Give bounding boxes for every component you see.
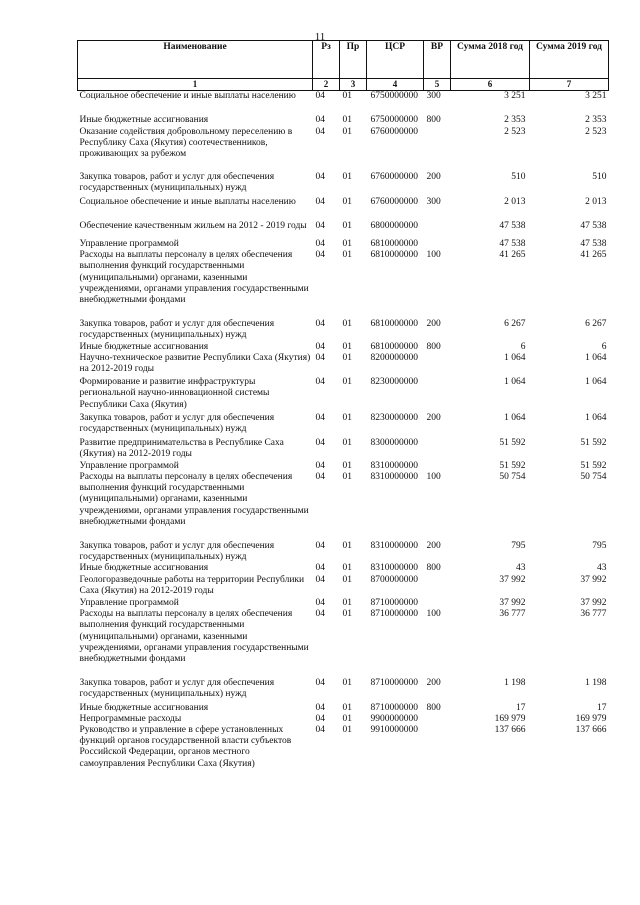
- row-pr: 01: [342, 574, 352, 585]
- row-csr: 8710000000: [370, 609, 418, 620]
- row-vr: [424, 353, 451, 375]
- row-sum-2018: 47 538: [499, 220, 526, 231]
- row-sum-2018: 137 666: [494, 724, 526, 735]
- row-name: Иные бюджетные ассигнования: [79, 563, 209, 574]
- table-row: [78, 435, 609, 460]
- table-row: [78, 375, 609, 411]
- row-vr: 200: [426, 412, 441, 423]
- row-pr: 01: [342, 460, 352, 471]
- row-sum-2018: 1 064: [504, 352, 526, 363]
- table-row: [78, 563, 609, 574]
- row-pr: 01: [342, 377, 352, 388]
- row-rz: 04: [315, 574, 325, 585]
- row-sum-2019: 50 754: [580, 471, 607, 482]
- row-rz: 04: [315, 250, 325, 261]
- row-pr: 01: [342, 597, 352, 608]
- row-sum-2018: 1 198: [504, 678, 526, 689]
- table-row: [78, 609, 609, 665]
- row-sum-2019: 37 992: [580, 597, 607, 608]
- row-csr: 6810000000: [370, 250, 418, 261]
- column-number: 7: [530, 79, 609, 91]
- table-row: [78, 127, 609, 161]
- row-csr: 8230000000: [370, 377, 418, 388]
- row-pr: 01: [342, 438, 352, 449]
- row-name: Непрограммные расходы: [79, 713, 182, 724]
- table-row: [78, 160, 609, 194]
- row-sum-2019: 1 198: [585, 678, 607, 689]
- row-sum-2019: 1 064: [585, 412, 607, 423]
- row-name: Научно-техническое развитие Республики Саха (Якутия) на 2012-2019 годы: [79, 352, 311, 375]
- row-sum-2018: 2 523: [504, 126, 526, 137]
- row-name: Руководство и управление в сфере установленных функций органов государственной власти субъектов Российской Федерации, органов местного самоуправления Республики Саха (Якутия): [79, 724, 292, 769]
- budget-table: [77, 40, 609, 770]
- row-rz: 04: [315, 196, 325, 207]
- row-name: Расходы на выплаты персоналу в целях обеспечения выполнения функций государственными (муниципальными) органами, казенными учреждениями, органами управления государственными внебюджетными фондами: [79, 609, 309, 664]
- page-number: 11: [314, 31, 326, 43]
- row-pr: 01: [342, 540, 352, 551]
- row-sum-2018: 1 064: [504, 412, 526, 423]
- row-rz: 04: [315, 172, 325, 183]
- row-vr: 800: [426, 341, 441, 352]
- row-sum-2018: 51 592: [499, 460, 526, 471]
- row-csr: 8230000000: [370, 412, 418, 423]
- row-vr: [424, 232, 451, 250]
- row-sum-2019: 47 538: [580, 239, 607, 250]
- table-row: [78, 353, 609, 375]
- row-name: Управление программой: [79, 239, 179, 250]
- row-sum-2019: 51 592: [580, 460, 607, 471]
- column-number: 5: [424, 79, 451, 91]
- row-sum-2018: 169 979: [494, 713, 526, 724]
- row-pr: 01: [342, 196, 352, 207]
- table-row: [78, 575, 609, 597]
- row-sum-2019: 3 251: [585, 91, 607, 102]
- row-rz: 04: [315, 220, 325, 231]
- table-row: [78, 725, 609, 770]
- table-row: [78, 250, 609, 306]
- row-sum-2018: 47 538: [499, 239, 526, 250]
- row-rz: 04: [315, 471, 325, 482]
- row-rz: 04: [315, 438, 325, 449]
- row-csr: 8300000000: [370, 438, 418, 449]
- row-sum-2019: 1 064: [585, 377, 607, 388]
- row-rz: 04: [315, 678, 325, 689]
- row-sum-2018: 510: [511, 172, 526, 183]
- row-rz: 04: [315, 724, 325, 735]
- row-name: Формирование и развитие инфраструктуры региональной научно-инновационной системы Республики Саха (Якутия): [79, 377, 270, 410]
- row-name: Иные бюджетные ассигнования: [79, 115, 209, 126]
- table-row: [78, 461, 609, 472]
- row-sum-2019: 36 777: [580, 609, 607, 620]
- header-sum-2019: Сумма 2019 год: [530, 41, 609, 79]
- row-sum-2018: 17: [516, 702, 526, 713]
- row-rz: 04: [315, 319, 325, 330]
- row-sum-2019: 43: [597, 563, 607, 574]
- row-vr: 200: [426, 678, 441, 689]
- row-vr: 800: [426, 115, 441, 126]
- row-sum-2019: 2 013: [585, 196, 607, 207]
- row-sum-2019: 37 992: [580, 574, 607, 585]
- row-rz: 04: [315, 341, 325, 352]
- row-rz: 04: [315, 597, 325, 608]
- row-vr: 300: [426, 196, 441, 207]
- row-pr: 01: [342, 220, 352, 231]
- row-csr: 6810000000: [370, 319, 418, 330]
- row-rz: 04: [315, 563, 325, 574]
- table-row: [78, 472, 609, 528]
- row-pr: 01: [342, 126, 352, 137]
- row-pr: 01: [342, 724, 352, 735]
- header-pr: Пр: [340, 41, 367, 79]
- row-sum-2019: 47 538: [580, 220, 607, 231]
- row-csr: 8200000000: [370, 352, 418, 363]
- row-name: Управление программой: [79, 597, 179, 608]
- row-sum-2018: 43: [516, 563, 526, 574]
- row-rz: 04: [315, 91, 325, 102]
- row-sum-2019: 510: [592, 172, 607, 183]
- row-csr: 8310000000: [370, 563, 418, 574]
- column-number: 4: [367, 79, 424, 91]
- row-name: Расходы на выплаты персоналу в целях обеспечения выполнения функций государственными (муниципальными) органами, казенными учреждениями, органами управления государственными внебюджетными фондами: [79, 250, 309, 306]
- table-body: [78, 91, 609, 770]
- row-sum-2019: 2 353: [585, 115, 607, 126]
- row-pr: 01: [342, 352, 352, 363]
- row-name: Закупка товаров, работ и услуг для обеспечения государственных (муниципальных) нужд: [79, 412, 275, 435]
- row-pr: 01: [342, 563, 352, 574]
- row-pr: 01: [342, 91, 352, 102]
- row-sum-2018: 2 353: [504, 115, 526, 126]
- row-sum-2019: 6 267: [585, 319, 607, 330]
- row-csr: 8710000000: [370, 678, 418, 689]
- row-name: Закупка товаров, работ и услуг для обеспечения государственных (муниципальных) нужд: [79, 540, 275, 563]
- column-number: 1: [78, 79, 313, 91]
- row-rz: 04: [315, 126, 325, 137]
- row-sum-2019: 17: [597, 702, 607, 713]
- row-vr: 100: [426, 471, 441, 482]
- row-csr: 9900000000: [370, 713, 418, 724]
- row-csr: 6760000000: [370, 126, 418, 137]
- row-sum-2018: 36 777: [499, 609, 526, 620]
- table-row: [78, 597, 609, 609]
- row-name: Иные бюджетные ассигнования: [79, 341, 209, 352]
- table-row: [78, 195, 609, 208]
- row-sum-2018: 37 992: [499, 597, 526, 608]
- table-row: [78, 232, 609, 250]
- table-row: [78, 665, 609, 700]
- row-sum-2018: 6: [520, 341, 526, 352]
- row-vr: [424, 127, 451, 161]
- row-name: Социальное обеспечение и иные выплаты населению: [79, 196, 296, 207]
- column-number: 2: [313, 79, 340, 91]
- row-pr: 01: [342, 341, 352, 352]
- row-vr: [424, 208, 451, 232]
- row-vr: [424, 597, 451, 609]
- row-csr: 6750000000: [370, 91, 418, 102]
- row-sum-2019: 2 523: [585, 126, 607, 137]
- header-name: Наименование: [78, 41, 313, 79]
- row-rz: 04: [315, 460, 325, 471]
- row-sum-2018: 3 251: [504, 91, 526, 102]
- row-rz: 04: [315, 352, 325, 363]
- table-row: [78, 208, 609, 232]
- column-number-row: [78, 79, 609, 91]
- row-pr: 01: [342, 609, 352, 620]
- row-rz: 04: [315, 540, 325, 551]
- row-csr: 6800000000: [370, 220, 418, 231]
- row-sum-2019: 1 064: [585, 352, 607, 363]
- row-vr: [424, 461, 451, 472]
- row-csr: 8310000000: [370, 460, 418, 471]
- row-csr: 8700000000: [370, 574, 418, 585]
- row-name: Оказание содействия добровольному переселению в Республику Саха (Якутия) соотечественников, проживающих за рубежом: [79, 126, 293, 160]
- row-pr: 01: [342, 172, 352, 183]
- row-vr: [424, 375, 451, 411]
- row-csr: 9910000000: [370, 724, 418, 735]
- row-sum-2018: 2 013: [504, 196, 526, 207]
- table-row: [78, 102, 609, 126]
- column-number: 6: [451, 79, 530, 91]
- table-row: [78, 306, 609, 341]
- row-sum-2019: 169 979: [575, 713, 607, 724]
- table-row: [78, 528, 609, 563]
- table-row: [78, 701, 609, 714]
- row-sum-2018: 41 265: [499, 250, 526, 261]
- row-csr: 8310000000: [370, 471, 418, 482]
- row-vr: 100: [426, 609, 441, 620]
- row-sum-2018: 37 992: [499, 574, 526, 585]
- row-rz: 04: [315, 713, 325, 724]
- header-vr: ВР: [424, 41, 451, 79]
- row-name: Закупка товаров, работ и услуг для обеспечения государственных (муниципальных) нужд: [79, 678, 275, 700]
- row-name: Закупка товаров, работ и услуг для обеспечения государственных (муниципальных) нужд: [79, 172, 275, 194]
- table-row: [78, 714, 609, 725]
- row-vr: [424, 575, 451, 597]
- row-vr: 200: [426, 540, 441, 551]
- row-sum-2018: 795: [511, 540, 526, 551]
- row-name: Геологоразведочные работы на территории Республики Саха (Якутия) на 2012-2019 годы: [79, 574, 305, 596]
- row-csr: 6750000000: [370, 115, 418, 126]
- header-csr: ЦСР: [367, 41, 424, 79]
- row-vr: 200: [426, 172, 441, 183]
- row-pr: 01: [342, 319, 352, 330]
- row-rz: 04: [315, 377, 325, 388]
- row-csr: 8310000000: [370, 540, 418, 551]
- row-rz: 04: [315, 412, 325, 423]
- table-row: [78, 342, 609, 353]
- row-csr: 6760000000: [370, 196, 418, 207]
- column-number: 3: [340, 79, 367, 91]
- row-name: Иные бюджетные ассигнования: [79, 702, 209, 713]
- row-pr: 01: [342, 678, 352, 689]
- row-vr: 800: [426, 563, 441, 574]
- row-sum-2019: 795: [592, 540, 607, 551]
- row-vr: 200: [426, 319, 441, 330]
- row-name: Обеспечение качественным жильем на 2012 - 2019 годы: [79, 220, 307, 231]
- row-pr: 01: [342, 702, 352, 713]
- row-pr: 01: [342, 250, 352, 261]
- header-sum-2018: Сумма 2018 год: [451, 41, 530, 79]
- row-vr: [424, 725, 451, 770]
- row-sum-2019: 137 666: [575, 724, 607, 735]
- row-rz: 04: [315, 609, 325, 620]
- row-pr: 01: [342, 239, 352, 250]
- row-name: Социальное обеспечение и иные выплаты населению: [79, 91, 296, 102]
- row-sum-2018: 6 267: [504, 319, 526, 330]
- row-sum-2019: 6: [601, 341, 607, 352]
- row-csr: 6810000000: [370, 341, 418, 352]
- row-csr: 6810000000: [370, 239, 418, 250]
- row-csr: 6760000000: [370, 172, 418, 183]
- row-csr: 8710000000: [370, 702, 418, 713]
- table-row: [78, 411, 609, 435]
- row-rz: 04: [315, 702, 325, 713]
- table-row: [78, 91, 609, 103]
- row-pr: 01: [342, 115, 352, 126]
- row-pr: 01: [342, 713, 352, 724]
- row-rz: 04: [315, 115, 325, 126]
- row-vr: 800: [426, 702, 441, 713]
- row-sum-2018: 1 064: [504, 377, 526, 388]
- row-rz: 04: [315, 239, 325, 250]
- row-name: Управление программой: [79, 460, 179, 471]
- row-vr: [424, 714, 451, 725]
- table-header-row: [78, 41, 609, 79]
- row-sum-2019: 51 592: [580, 438, 607, 449]
- row-vr: [424, 435, 451, 460]
- row-vr: 300: [426, 91, 441, 102]
- row-pr: 01: [342, 471, 352, 482]
- row-sum-2018: 50 754: [499, 471, 526, 482]
- row-name: Развитие предпринимательства в Республике Саха (Якутия) на 2012-2019 годы: [79, 438, 284, 460]
- row-sum-2018: 51 592: [499, 438, 526, 449]
- row-name: Закупка товаров, работ и услуг для обеспечения государственных (муниципальных) нужд: [79, 319, 275, 341]
- row-vr: 100: [426, 250, 441, 261]
- row-name: Расходы на выплаты персоналу в целях обеспечения выполнения функций государственными (муниципальными) органами, казенными учреждениями, органами управления государственными внебюджетными фондами: [79, 471, 309, 527]
- row-sum-2019: 41 265: [580, 250, 607, 261]
- row-csr: 8710000000: [370, 597, 418, 608]
- row-pr: 01: [342, 412, 352, 423]
- header-rz: Рз: [313, 41, 340, 79]
